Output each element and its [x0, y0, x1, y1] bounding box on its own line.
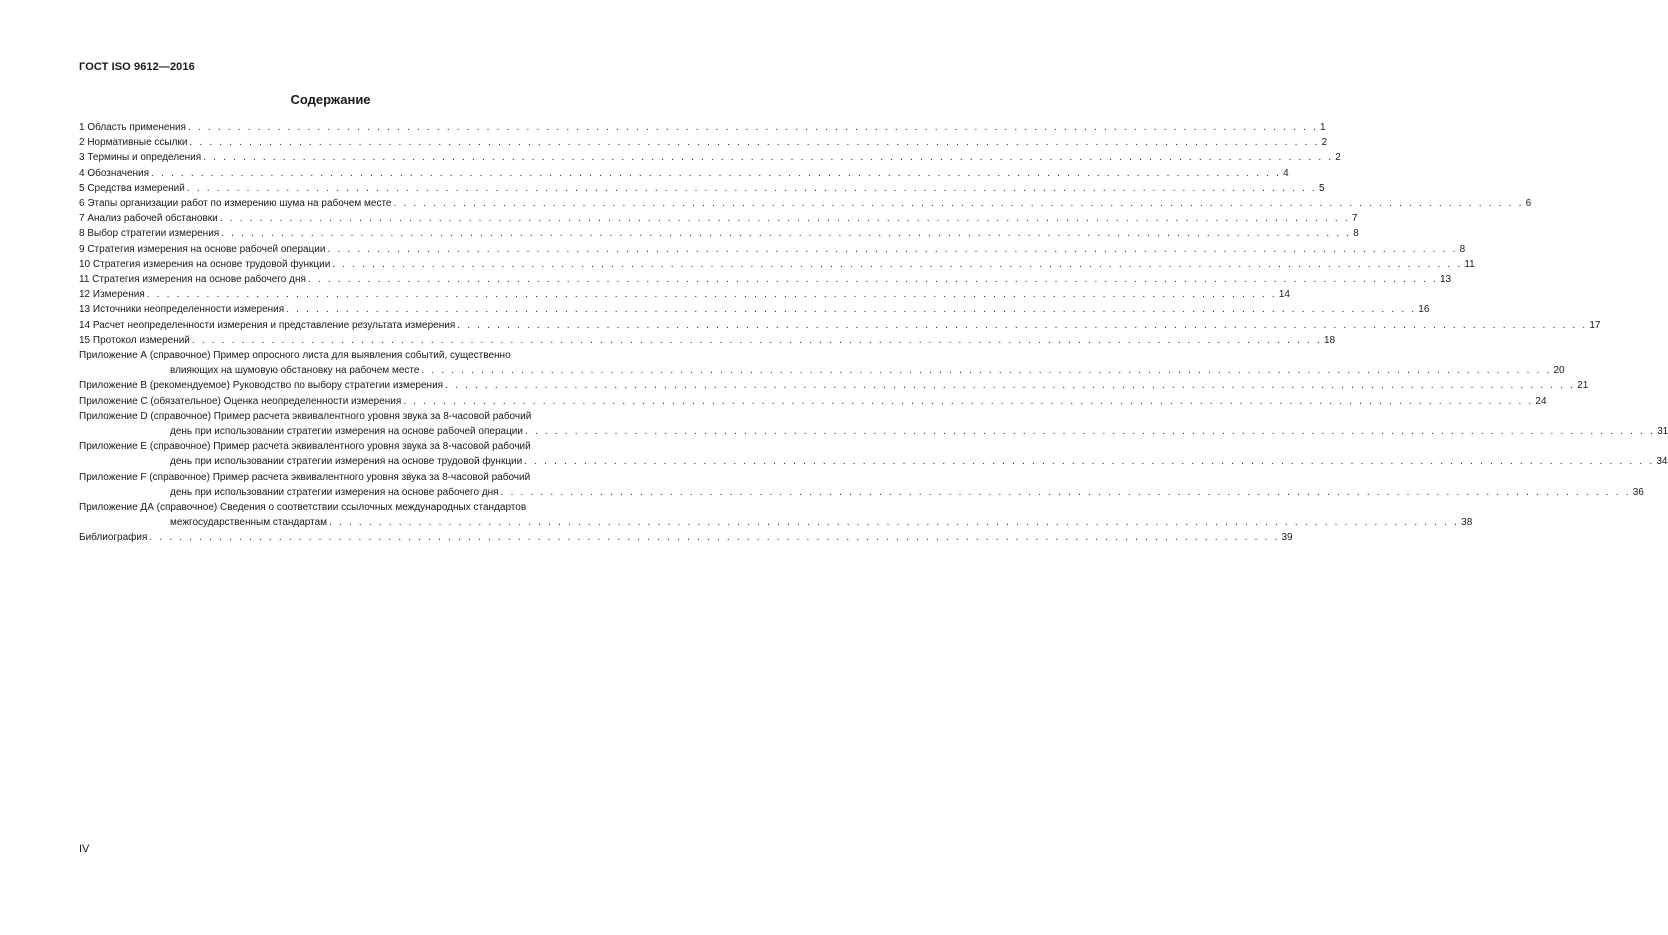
document-code: ГОСТ ISO 9612—2016 [79, 61, 195, 73]
dot-leader [189, 135, 1319, 150]
annex-title-line1: Приложение С (обязательное) Оценка неопределенности измерения [79, 395, 402, 407]
annex-title-line1: Приложение В (рекомендуемое) Руководство по выбору стратегии измерения [79, 380, 444, 392]
toc-entry-text: 8 Выбор стратегии измерения [79, 228, 220, 240]
toc-page-number: 6 [1525, 198, 1532, 210]
toc-entry[interactable] [79, 318, 1601, 333]
toc-entry[interactable] [79, 135, 1328, 150]
toc-page-number: 24 [1535, 395, 1547, 407]
dot-leader [147, 287, 1277, 302]
toc-page-number: 13 [1439, 274, 1452, 286]
toc-bibliography-entry[interactable] [79, 530, 1293, 545]
toc-entry[interactable] [79, 211, 1358, 226]
dot-leader [203, 150, 1333, 165]
toc-entry-text: 14 Расчет неопределенности измерения и представление результата измерения [79, 319, 456, 331]
annex-title-line2: день при использовании стратегии измерения на основе рабочего дня [170, 486, 499, 498]
toc-entry[interactable] [79, 166, 1289, 181]
dot-leader [524, 454, 1654, 469]
toc-entry-text: 12 Измерения [79, 289, 145, 301]
dot-leader [445, 378, 1575, 393]
annex-title-line2: межгосударственным стандартам [170, 517, 328, 529]
annex-title-line1: Приложение Е (справочное) Пример расчета эквивалентного уровня звука за 8-часовой рабочий [79, 441, 531, 453]
toc-annex-entry[interactable] [79, 409, 1668, 439]
dot-leader [188, 120, 1318, 135]
toc-entry[interactable] [79, 226, 1359, 241]
toc-entry-text: 15 Протокол измерений [79, 334, 190, 346]
toc-annex-entry[interactable] [79, 348, 1565, 378]
toc-page-number: 8 [1459, 243, 1466, 255]
toc-page-number: 38 [1461, 517, 1473, 529]
toc-entry-text: 11 Стратегия измерения на основе рабочего дня [79, 274, 306, 286]
dot-leader [327, 242, 1457, 257]
toc-page-number: 11 [1464, 258, 1475, 270]
annex-title-line2: день при использовании стратегии измерения на основе рабочей операции [170, 426, 523, 438]
annex-title-line1: Приложение ДА (справочное) Сведения о соответствии ссылочных международных стандартов [79, 502, 527, 514]
toc-entry[interactable] [79, 196, 1532, 211]
dot-leader [501, 485, 1631, 500]
dot-leader [525, 424, 1655, 439]
dot-leader [151, 166, 1281, 181]
toc-entry-text: Библиография [79, 532, 148, 544]
toc-page-number: 21 [1577, 380, 1589, 392]
toc-entry-text: 7 Анализ рабочей обстановки [79, 213, 218, 225]
toc-page-number: 5 [1318, 182, 1325, 194]
toc-page-number: 34 [1656, 456, 1668, 468]
toc-entry-text: 5 Средства измерений [79, 182, 185, 194]
toc-entry-text: 3 Термины и определения [79, 152, 202, 164]
toc-entry-text: 10 Стратегия измерения на основе трудовой функции [79, 258, 331, 270]
toc-page-number: 2 [1321, 137, 1328, 149]
toc-entry[interactable] [79, 242, 1466, 257]
dot-leader [393, 196, 1523, 211]
toc-entry[interactable] [79, 272, 1452, 287]
toc-page-number: 17 [1589, 319, 1601, 331]
annex-title-line2: влияющих на шумовую обстановку на рабочем месте [170, 365, 420, 377]
toc-entry-text: 1 Область применения [79, 122, 186, 133]
toc-entry-text: 13 Источники неопределенности измерения [79, 304, 285, 316]
dot-leader [332, 257, 1462, 272]
toc-annex-entry[interactable] [79, 378, 1589, 393]
toc-annex-entry[interactable] [79, 500, 1473, 530]
toc-page-number: 2 [1335, 152, 1341, 164]
toc-page-number: 4 [1283, 167, 1289, 179]
dot-leader [329, 515, 1459, 530]
toc-page-number: 20 [1553, 365, 1565, 377]
dot-leader [187, 181, 1317, 196]
toc-annex-entry[interactable] [79, 470, 1644, 500]
toc-page-number: 7 [1351, 213, 1358, 225]
page-title: Содержание [290, 92, 371, 107]
page-folio: IV [79, 843, 90, 855]
dot-leader [421, 363, 1551, 378]
toc-entry-text: 4 Обозначения [79, 167, 150, 179]
toc-annex-entry[interactable] [79, 394, 1547, 409]
toc-page-number: 36 [1632, 486, 1644, 498]
dot-leader [220, 211, 1350, 226]
table-of-contents [79, 120, 1668, 546]
toc-page-number: 31 [1657, 426, 1668, 438]
annex-title-line1: Приложение D (справочное) Пример расчета эквивалентного уровня звука за 8-часовой рабочий [79, 410, 532, 422]
toc-page-number: 1 [1320, 122, 1326, 133]
toc-annex-entry[interactable] [79, 439, 1668, 469]
toc-entry[interactable] [79, 257, 1475, 272]
annex-title-line1: Приложение F (справочное) Пример расчета эквивалентного уровня звука за 8-часовой рабочий [79, 471, 531, 483]
dot-leader [192, 333, 1322, 348]
dot-leader [286, 302, 1416, 317]
toc-entry[interactable] [79, 333, 1336, 348]
toc-page-number: 16 [1418, 304, 1430, 316]
toc-page-number: 14 [1278, 289, 1290, 301]
toc-page-number: 18 [1323, 334, 1336, 346]
toc-entry-text: 2 Нормативные ссылки [79, 137, 188, 149]
toc-entry[interactable] [79, 181, 1325, 196]
toc-entry[interactable] [79, 150, 1341, 165]
toc-page-number: 39 [1281, 532, 1293, 544]
annex-title-line1: Приложение А (справочное) Пример опросного листа для выявления событий, существенно [79, 350, 511, 362]
toc-page-number: 8 [1353, 228, 1359, 240]
dot-leader [149, 530, 1279, 545]
dot-leader [403, 394, 1533, 409]
dot-leader [457, 318, 1587, 333]
toc-entry[interactable] [79, 302, 1430, 317]
toc-entry[interactable] [79, 120, 1326, 135]
dot-leader [221, 226, 1351, 241]
toc-entry-text: 6 Этапы организации работ по измерению шума на рабочем месте [79, 198, 392, 210]
dot-leader [308, 272, 1438, 287]
toc-entry-text: 9 Стратегия измерения на основе рабочей операции [79, 243, 326, 255]
toc-entry[interactable] [79, 287, 1290, 302]
annex-title-line2: день при использовании стратегии измерения на основе трудовой функции [170, 456, 523, 468]
